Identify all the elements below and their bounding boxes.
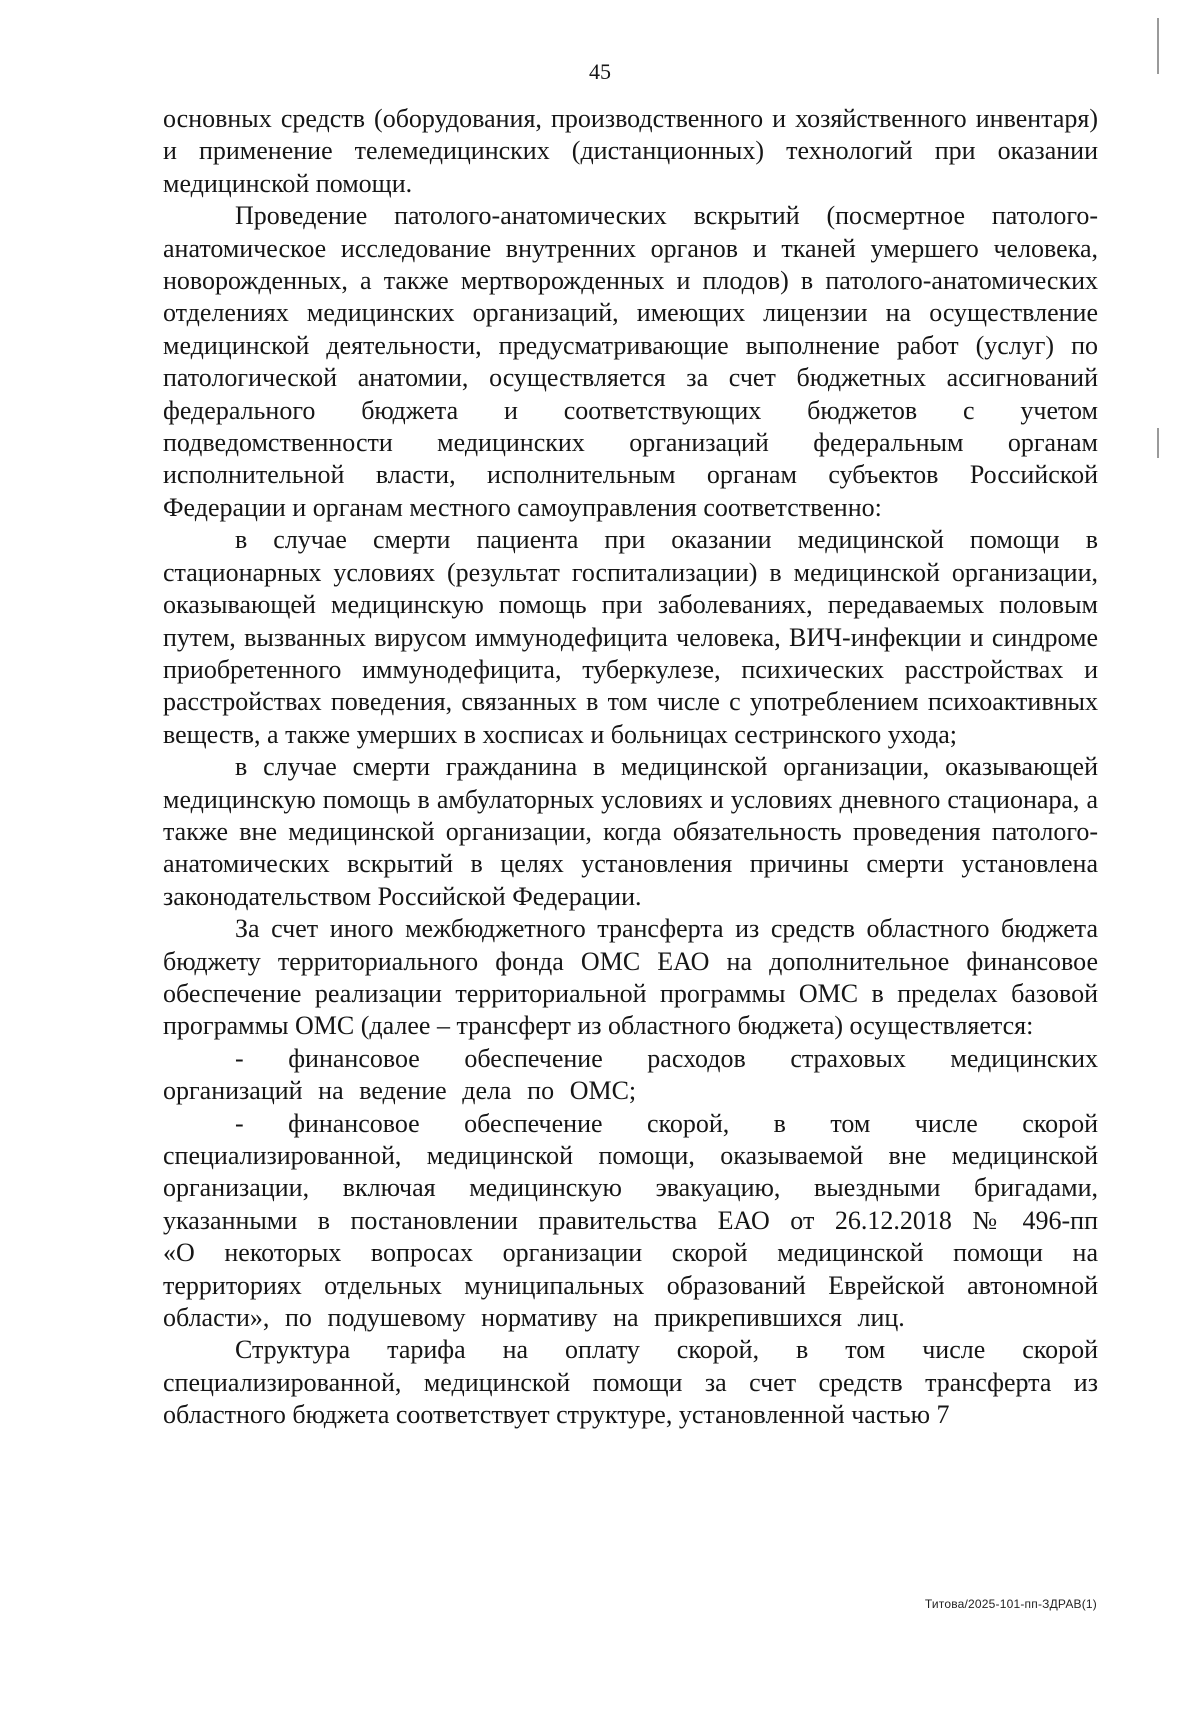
scan-edge-mark	[1157, 428, 1159, 458]
paragraph-outpatient-death: в случае смерти гражданина в медицинской организации, оказывающей медицинскую помощь в амбулаторных условиях и условиях дневного стационара, а также вне медицинской организации, когда обязательность проведения патолого-анатомических вскрытий в целях установления причины смерти установлена законодательством Российской Федерации.	[163, 752, 1098, 911]
paragraph-inpatient-death: в случае смерти пациента при оказании медицинской помощи в стационарных условиях (результат госпитализации) в медицинской организации, оказывающей медицинскую помощь при заболеваниях, передаваемых половым путем, вызванных вирусом иммунодефицита человека, ВИЧ-инфекции и синдроме приобретенного иммунодефицита, туберкулезе, психических расстройствах и расстройствах поведения, связанных в том числе с употреблением психоактивных веществ, а также умерших в хосписах и больницах сестринского ухода;	[163, 525, 1098, 749]
paragraph-tariff-structure: Структура тарифа на оплату скорой, в том числе скорой специализированной, медицинской помощи за счет средств трансферта из областного бюджета соответствует структуре, установленной частью 7	[163, 1335, 1098, 1430]
paragraph-autopsy: Проведение патолого-анатомических вскрытий (посмертное патолого-анатомическое исследование внутренних органов и тканей умершего человека, новорожденных, а также мертворожденных и плодов) в патолого-анатомических отделениях медицинских организаций, имеющих лицензии на осуществление медицинской деятельности, предусматривающие выполнение работ (услуг) по патологической анатомии, осуществляется за счет бюджетных ассигнований федерального бюджета и соответствующих бюджетов с учетом подведомственности медицинских организаций федеральным органам исполнительной власти, исполнительным органам субъектов Российской Федерации и органам местного самоуправления соответственно:	[163, 201, 1098, 522]
list-item-insurance-costs: - финансовое обеспечение расходов страховых медицинских организаций на ведение дела по ОМС;	[163, 1043, 1098, 1106]
document-body	[163, 103, 1098, 1432]
list-item-ambulance-funding: - финансовое обеспечение скорой, в том числе скорой специализированной, медицинской помощи, оказываемой вне медицинской организации, включая медицинскую эвакуацию, выездными бригадами, указанными в постановлении правительства ЕАО от 26.12.2018 № 496-пп «О некоторых вопросах организации скорой медицинской помощи на территориях отдельных муниципальных образований Еврейской автономной области», по подушевому нормативу на прикрепившихся лиц.	[163, 1108, 1098, 1333]
paragraph-interbudget-transfer: За счет иного межбюджетного трансферта из средств областного бюджета бюджету территориального фонда ОМС ЕАО на дополнительное финансовое обеспечение реализации территориальной программы ОМС в пределах базовой программы ОМС (далее – трансферт из областного бюджета) осуществляется:	[163, 914, 1098, 1041]
paragraph-continuation: основных средств (оборудования, производственного и хозяйственного инвентаря) и применение телемедицинских (дистанционных) технологий при оказании медицинской помощи.	[163, 104, 1098, 198]
document-code: Титова/2025-101-пп-ЗДРАВ(1)	[924, 1597, 1097, 1611]
page-number: 45	[589, 59, 611, 84]
